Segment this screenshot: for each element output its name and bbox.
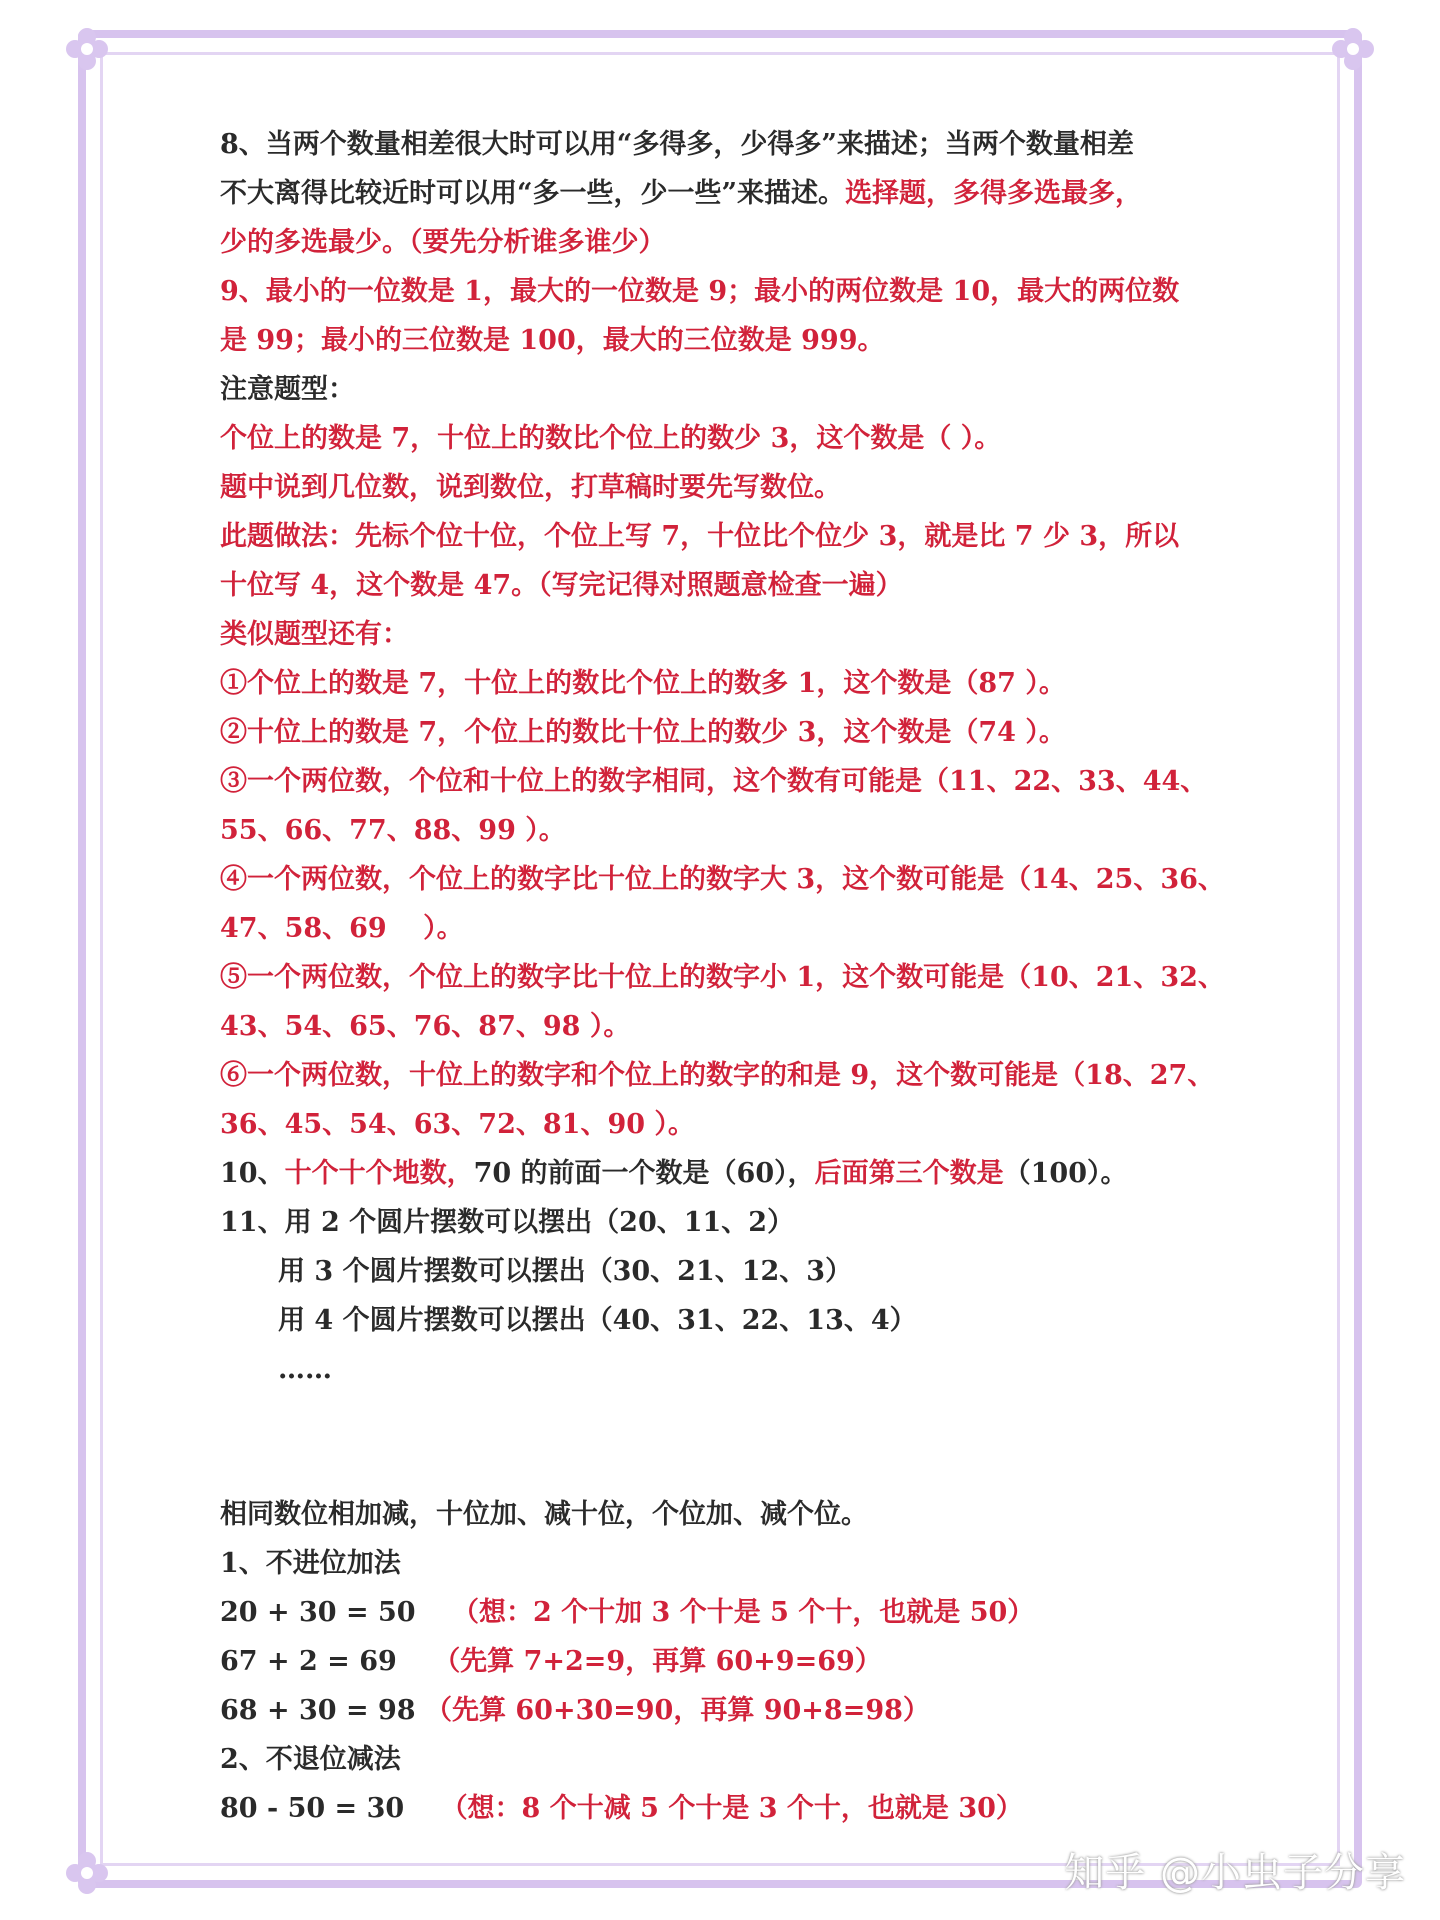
explanation: （想：8 个十减 5 个十是 3 个十，也就是 30） [440,1793,1023,1824]
explanation: （先算 7+2=9，再算 60+9=69） [433,1646,882,1677]
text-line: ②十位上的数是 7，个位上的数比十位上的数少 3，这个数是（74 ）。 [220,717,1066,748]
equation: 80 - 50 = 30 [220,1793,441,1824]
text-line: 用 4 个圆片摆数可以摆出（40、31、22、13、4） [278,1305,917,1336]
equation: 20 + 30 = 50 [220,1597,452,1628]
text-line: 36、45、54、63、72、81、90 ）。 [220,1109,695,1140]
text-line: 个位上的数是 7，十位上的数比个位上的数少 3，这个数是（ ）。 [220,423,1002,454]
highlight-span: 选择题，多得多选最多， [845,178,1143,209]
text-line [220,169,1240,218]
equation: 68 + 30 = 98 [220,1695,425,1726]
watermark: 知乎 @小虫子分享 [1064,1850,1406,1896]
flower-corner-icon [64,26,110,72]
text-line: 43、54、65、76、87、98 ）。 [220,1011,631,1042]
text-span: 不大离得比较近时可以用“多一些，少一些”来描述。 [220,178,846,209]
flower-corner-icon [64,1850,110,1896]
equation: 67 + 2 = 69 [220,1646,434,1677]
text-span: （100）。 [1003,1158,1128,1189]
text-line: ①个位上的数是 7，十位上的数比个位上的数多 1，这个数是（87 ）。 [220,668,1066,699]
text-line: 类似题型还有： [220,619,409,650]
text-line [220,1149,1240,1198]
document-body [220,120,1240,1833]
text-line: 十位写 4，这个数是 47。（写完记得对照题意检查一遍） [220,570,903,601]
text-line [220,1637,1240,1686]
explanation: （想：2 个十加 3 个十是 5 个十，也就是 50） [451,1597,1035,1628]
text-line: 是 99；最小的三位数是 100，最大的三位数是 999。 [220,325,885,356]
text-line: 少的多选最少。（要先分析谁多谁少） [220,227,666,258]
highlight-span: 十个十个地数， [284,1158,474,1189]
text-line: 相同数位相加减，十位加、减十位，个位加、减个位。 [220,1499,868,1530]
text-line: 47、58、69 ）。 [220,913,464,944]
text-line: 9、最小的一位数是 1，最大的一位数是 9；最小的两位数是 10，最大的两位数 [220,276,1180,307]
text-line: 11、用 2 个圆片摆数可以摆出（20、11、2） [220,1207,795,1238]
flower-corner-icon [1330,26,1376,72]
text-line: 1、不进位加法 [220,1548,401,1579]
text-line: ⑥一个两位数，十位上的数字和个位上的数字的和是 9，这个数可能是（18、27、 [220,1060,1215,1091]
text-line [220,1784,1240,1833]
explanation: （先算 60+30=90，再算 90+8=98） [424,1695,930,1726]
text-line: 55、66、77、88、99 ）。 [220,815,566,846]
text-line: 2、不退位减法 [220,1744,401,1775]
text-line: 注意题型： [220,374,355,405]
section-heading [220,1398,1240,1490]
text-line: ⑤一个两位数，个位上的数字比十位上的数字小 1，这个数可能是（10、21、32、 [220,962,1225,993]
text-line [220,120,1240,169]
text-span: 70 的前面一个数是（60）， [473,1158,815,1189]
text-line: ④一个两位数，个位上的数字比十位上的数字大 3，这个数可能是（14、25、36、 [220,864,1225,895]
text-span: 8、当两个数量相差很大时可以用“多得多，少得多”来描述；当两个数量相差 [220,129,1134,160]
text-line: 题中说到几位数，说到数位，打草稿时要先写数位。 [220,472,841,503]
text-line: 用 3 个圆片摆数可以摆出（30、21、12、3） [278,1256,853,1287]
text-line: ③一个两位数，个位和十位上的数字相同，这个数有可能是（11、22、33、44、 [220,766,1208,797]
text-line [220,1686,1240,1735]
text-line: …… [278,1354,332,1385]
highlight-span: 后面第三个数是 [814,1158,1004,1189]
text-span: 10、 [220,1158,285,1189]
text-line: 此题做法：先标个位十位，个位上写 7，十位比个位少 3，就是比 7 少 3，所以 [220,521,1180,552]
text-line [220,1588,1240,1637]
